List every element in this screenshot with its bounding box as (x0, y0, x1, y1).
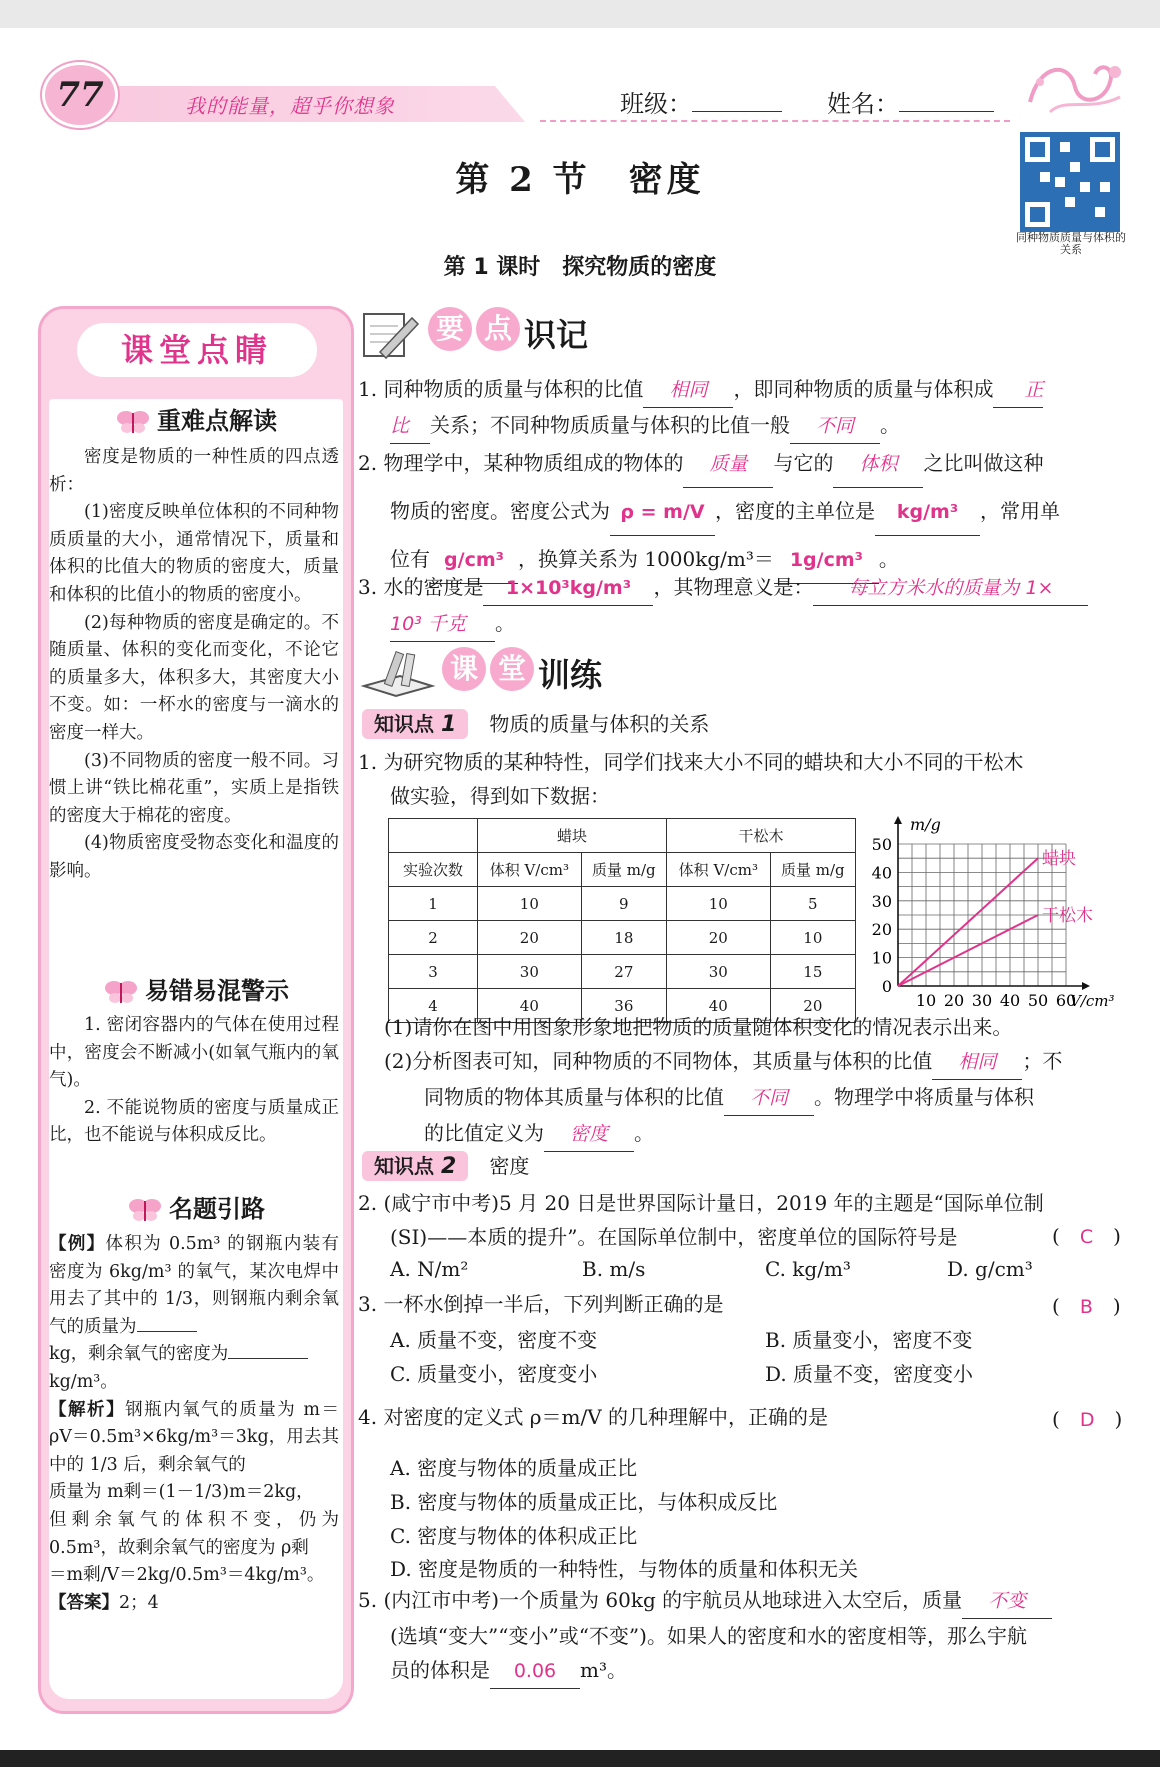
cell: 20 (770, 989, 855, 1023)
sidebar-sub-warning (41, 971, 351, 1006)
sidebar-text-block1 (49, 444, 339, 886)
sidebar-sub-example (41, 1189, 351, 1224)
q3-text-b: ，其物理意义是： (653, 575, 814, 599)
bottom-bar (0, 1750, 1160, 1767)
q1-answer-2a: 正 (1024, 379, 1044, 401)
t4-answer-bracket[interactable]: ( D ) (1052, 1407, 1123, 1431)
page-number: 77 (42, 62, 118, 128)
sidebar-sub3-label: 名题引路 (169, 1195, 265, 1223)
q2-text-d: 物质的密度。密度公式为 (390, 499, 610, 523)
th-wax-volume: 体积 V/cm³ (478, 853, 582, 887)
cell: 40 (666, 989, 770, 1023)
cell: 40 (478, 989, 582, 1023)
q2-text-e: ，密度的主单位是 (715, 499, 875, 523)
cell: 10 (770, 921, 855, 955)
x-tick-label: 50 (1027, 991, 1049, 1010)
t5-text-c: 员的体积是 (390, 1658, 490, 1682)
key-points-banner (360, 306, 588, 360)
t2-answer-bracket[interactable]: ( C ) (1052, 1224, 1121, 1248)
x-axis-label: V/cm³ (1070, 992, 1115, 1010)
cell: 30 (666, 955, 770, 989)
table-row (389, 887, 856, 921)
books-pencils-icon (360, 646, 436, 700)
q1-answer-3: 不同 (815, 415, 854, 437)
q3-text-a: 3. 水的密度是 (358, 575, 484, 599)
q2-blank-3[interactable] (875, 488, 980, 536)
q1-text-b: ，即同种物质的质量与体积成 (733, 377, 994, 401)
q3-answer-1: 1×10³kg/m³ (505, 577, 632, 599)
t1-blank-3[interactable] (544, 1116, 634, 1152)
y-tick-label: 30 (871, 891, 892, 911)
t1-text-b: 做实验，得到如下数据： (390, 784, 610, 808)
example-question (49, 1231, 339, 1341)
mass-volume-chart (862, 810, 1130, 1010)
y-axis-arrow-icon (894, 816, 902, 824)
class-blank[interactable] (692, 111, 782, 112)
point-4: (4)物质密度受物态变化和温度的影响。 (49, 833, 339, 881)
t1-sub2-f: 。 (634, 1121, 654, 1145)
kp1-badge (362, 709, 468, 739)
training-word: 训练 (538, 656, 603, 694)
analysis-text3: 但剩余氧气的体积不变，仍为 0.5m³，故剩余氧气的密度为 ρ剩 (49, 1509, 339, 1558)
banner-word: 识记 (524, 316, 589, 354)
banner-char-1: 要 (428, 307, 472, 351)
t3-option-b[interactable]: B. 质量变小，密度不变 (765, 1328, 973, 1352)
key-point-q3 (358, 570, 1128, 642)
analysis (49, 1397, 339, 1480)
q1-blank-3[interactable] (790, 408, 880, 444)
t5-text-a: 5. (内江市中考)一个质量为 60kg 的宇航员从地球进入太空后，质量 (358, 1588, 963, 1612)
q1-blank-2a[interactable] (993, 372, 1043, 408)
butterfly-icon (127, 1197, 163, 1223)
analysis-text4: ＝m剩/V＝2kg/0.5m³＝4kg/m³。 (49, 1565, 325, 1586)
answer-value: 2；4 (119, 1592, 159, 1613)
kp2-number: 2 (440, 1154, 457, 1179)
t5-blank-2[interactable] (490, 1653, 580, 1689)
slogan: 我的能量，超乎你想象 (185, 94, 395, 118)
example-unit1: kg，剩余氧气的密度为 (49, 1344, 229, 1365)
butterfly-icon (115, 409, 151, 435)
sidebar-sub1-label: 重难点解读 (157, 407, 277, 435)
training-q1 (358, 745, 1128, 813)
t1-sub2-b: ；不 (1022, 1049, 1063, 1073)
t3-option-a[interactable]: A. 质量不变，密度不变 (390, 1328, 598, 1352)
training-q2 (358, 1186, 1128, 1254)
cell: 10 (666, 887, 770, 921)
t3-option-d[interactable]: D. 质量不变，密度变小 (765, 1362, 974, 1386)
example-units (49, 1341, 339, 1369)
t2-text-b: (SI)——本质的提升”。在国际单位制中，密度单位的国际符号是 (390, 1225, 958, 1249)
q1-answer-2b: 比 (390, 415, 410, 437)
x-tick-label: 20 (943, 991, 965, 1010)
q2-text-a: 2. 物理学中，某种物质组成的物体的 (358, 451, 684, 475)
q1-blank-2b[interactable] (390, 408, 430, 444)
q3-answer-2b: 10³ 千克 (390, 613, 466, 635)
header-divider (540, 120, 1010, 122)
series-label-2: 干松木 (1042, 906, 1093, 926)
cell: 4 (389, 989, 478, 1023)
t1-sub2-a: (2)分析图表可知，同种物质的不同物体，其质量与体积的比值 (384, 1049, 933, 1073)
x-axis-arrow-icon (1082, 982, 1090, 990)
y-tick-label: 0 (881, 977, 892, 996)
q1-answer-1: 相同 (669, 379, 708, 401)
training-char-1: 课 (442, 647, 486, 691)
example-text: 体积为 0.5m³ 的钢瓶内装有密度为 6kg/m³ 的氧气，某次电焊中用去了其中的 1/3，则钢瓶内剩余氧气的质量为 (49, 1234, 339, 1337)
t4-option-d[interactable]: D. 密度是物质的一种特性，与物体的质量和体积无关 (390, 1557, 859, 1581)
x-tick-label: 30 (971, 991, 993, 1010)
cell: 18 (581, 921, 666, 955)
q2-text-i: 。 (878, 547, 899, 571)
q2-text-g: 位有 (390, 547, 430, 571)
t1-sub2-e: 的比值定义为 (424, 1121, 544, 1145)
x-tick-label: 40 (999, 991, 1021, 1010)
q2-answer-3: kg/m³ (896, 501, 959, 523)
t1-blank-1[interactable] (932, 1044, 1022, 1080)
point-1: (1)密度反映单位体积的不同种物质质量的大小，通常情况下，质量和体积的比值大的物质的密度大，质量和体积的比值小的物质的密度小。 (49, 502, 339, 605)
table-group-pine: 干松木 (666, 819, 855, 853)
training-banner (360, 646, 602, 700)
th-pine-volume: 体积 V/cm³ (666, 853, 770, 887)
cell: 30 (478, 955, 582, 989)
table-corner (389, 819, 478, 853)
name-blank[interactable] (899, 111, 994, 112)
q2-blank-2[interactable] (833, 440, 923, 488)
sidebar-text-block2 (49, 1012, 339, 1150)
t1-blank-2[interactable] (724, 1080, 814, 1116)
th-trial: 实验次数 (389, 853, 478, 887)
table-header-row (389, 853, 856, 887)
training-char-2: 堂 (490, 647, 534, 691)
q3-text-c: 。 (495, 611, 515, 635)
cell: 10 (478, 887, 582, 921)
t1-sub1: (1)请你在图中用图象形象地把物质的质量随体积变化的情况表示出来。 (384, 1015, 1013, 1039)
q2-formula-blank[interactable] (610, 488, 715, 536)
t2-option-d[interactable]: D. g/cm³ (947, 1257, 1033, 1281)
q3-answer-2a: 每立方米水的质量为 1× (848, 577, 1054, 599)
t1-sub2-c: 同物质的物体其质量与体积的比值 (424, 1085, 724, 1109)
t1-answer-2: 不同 (749, 1087, 788, 1109)
example-blank-2[interactable] (228, 1358, 308, 1359)
t5-text-d: m³。 (580, 1658, 627, 1682)
q1-text-d: 。 (880, 413, 900, 437)
training-q4: 4. 对密度的定义式 ρ＝m/V 的几种理解中，正确的是 (358, 1405, 829, 1429)
top-bar (0, 0, 1160, 28)
cell: 9 (581, 887, 666, 921)
warning-1: 1. 密闭容器内的气体在使用过程中，密度会不断减小(如氧气瓶内的氧气)。 (49, 1015, 339, 1091)
t4-option-c[interactable]: C. 密度与物体的体积成正比 (390, 1524, 638, 1548)
y-tick-label: 10 (871, 948, 892, 968)
y-tick-label: 40 (871, 863, 892, 883)
analysis-text2: 质量为 m剩＝(1－1/3)m＝2kg， (49, 1482, 314, 1503)
sidebar (38, 306, 354, 1714)
x-tick-label: 60 (1055, 991, 1077, 1010)
name-label: 姓名： (827, 90, 899, 118)
cell: 36 (581, 989, 666, 1023)
t2-answer: C (1079, 1226, 1094, 1248)
answer (49, 1590, 339, 1618)
lesson-title: 第 1 课时 探究物质的密度 (443, 255, 717, 280)
cell: 3 (389, 955, 478, 989)
training-q1-sub (384, 1010, 1128, 1152)
point-2: (2)每种物质的密度是确定的。不随质量、体积的变化而变化，不论它的质量多大，体积多大，其密度大小不变。如：一杯水的密度与一滴水的密度一样大。 (49, 612, 339, 743)
q2-answer-5: 1g/cm³ (789, 549, 863, 571)
t1-sub2-d: 。物理学中将质量与体积 (814, 1085, 1034, 1109)
t2-option-b[interactable]: B. m/s (582, 1257, 646, 1281)
table-row (389, 921, 856, 955)
t1-answer-1: 相同 (958, 1051, 997, 1073)
flourish-ornament-icon (1020, 52, 1130, 122)
t5-text-b: (选填“变大”“变小”或“不变”)。如果人的密度和水的密度相等，那么宇航 (390, 1624, 1027, 1648)
qr-caption: 同种物质质量与体积的关系 (1016, 231, 1126, 256)
kp2-label: 知识点 (374, 1154, 434, 1178)
analysis-tag: 【解析】 (49, 1399, 126, 1420)
cell: 27 (581, 955, 666, 989)
training-q5 (358, 1583, 1128, 1689)
q2-text-c: 之比叫做这种 (923, 451, 1044, 475)
kp1-label: 知识点 (374, 712, 434, 736)
q1-blank-1[interactable] (643, 372, 733, 408)
sidebar-sub-difficult (41, 401, 351, 436)
t2-option-a[interactable]: A. N/m² (390, 1257, 469, 1281)
kp1-title: 物质的质量与体积的关系 (489, 712, 710, 736)
sidebar-sub2-label: 易错易混警示 (145, 977, 289, 1005)
data-table (388, 818, 856, 1023)
q1-text-a: 1. 同种物质的质量与体积的比值 (358, 377, 644, 401)
cell: 20 (666, 921, 770, 955)
point-3: (3)不同物质的密度一般不同。习惯上讲“铁比棉花重”，实质上是指铁的密度大于棉花的密度。 (49, 750, 339, 826)
class-field (620, 84, 782, 119)
q2-answer-1: 质量 (709, 453, 748, 475)
kp2-badge (362, 1151, 468, 1181)
example-blank-1[interactable] (137, 1331, 197, 1332)
q2-text-h: ，换算关系为 1000kg/m³＝ (518, 547, 774, 571)
t3-option-c[interactable]: C. 质量变小，密度变小 (390, 1362, 598, 1386)
y-tick-label: 20 (871, 920, 892, 940)
q2-formula: ρ = m/V (620, 501, 705, 523)
key-point-q2 (358, 440, 1128, 584)
sidebar-heading: 课堂点睛 (77, 323, 317, 377)
name-field (827, 84, 994, 119)
notebook-pencil-icon (360, 306, 422, 360)
t3-answer-bracket[interactable]: ( B ) (1052, 1294, 1121, 1318)
t5-blank-1[interactable] (962, 1583, 1052, 1619)
qr-code-icon[interactable] (1020, 132, 1120, 232)
cell: 5 (770, 887, 855, 921)
t4-answer: D (1079, 1409, 1095, 1431)
intro-text: 密度是物质的一种性质的四点透析： (49, 447, 339, 495)
y-axis-label: m/g (910, 815, 941, 834)
example-tag: 【例】 (49, 1234, 106, 1254)
q1-text-c: 关系；不同种物质质量与体积的比值一般 (430, 413, 790, 437)
q2-answer-4: g/cm³ (444, 549, 504, 571)
banner-char-2: 点 (476, 307, 520, 351)
example-unit2: kg/m³。 (49, 1371, 118, 1392)
answer-tag: 【答案】 (49, 1592, 119, 1613)
t1-text-a: 1. 为研究物质的某种特性，同学们找来大小不同的蜡块和大小不同的干松木 (358, 750, 1024, 774)
table-row (389, 955, 856, 989)
q2-blank-1[interactable] (683, 440, 773, 488)
q2-answer-2: 体积 (859, 453, 898, 475)
knowledge-point-1 (362, 708, 709, 739)
series-label-1: 蜡块 (1042, 849, 1076, 870)
kp2-title: 密度 (489, 1154, 530, 1178)
section-title: 第 2 节 密度 (455, 160, 705, 200)
t3-answer: B (1079, 1296, 1093, 1318)
q3-blank-2b[interactable] (390, 606, 495, 642)
t2-option-c[interactable]: C. kg/m³ (765, 1257, 851, 1281)
training-q3: 3. 一杯水倒掉一半后，下列判断正确的是 (358, 1292, 724, 1316)
t5-answer-1: 不变 (988, 1590, 1027, 1612)
table-group-wax: 蜡块 (478, 819, 667, 853)
kp1-number: 1 (440, 712, 457, 737)
y-tick-label: 50 (871, 835, 892, 854)
cell: 15 (770, 955, 855, 989)
cell: 1 (389, 887, 478, 921)
t1-answer-3: 密度 (569, 1123, 608, 1145)
knowledge-point-2 (362, 1150, 529, 1181)
analysis-text1: 钢瓶内氧气的质量为 m＝ρV＝0.5m³×6kg/m³＝3kg，用去其中的 1/3 后，剩余氧气的 (49, 1399, 340, 1475)
q3-blank-1[interactable] (483, 570, 653, 606)
key-point-q1 (358, 372, 1128, 444)
q2-text-b: 与它的 (773, 451, 834, 475)
sidebar-example (49, 1231, 339, 1617)
th-pine-mass: 质量 m/g (770, 853, 855, 887)
t4-option-b[interactable]: B. 密度与物体的质量成正比，与体积成反比 (390, 1490, 778, 1514)
t2-text-a: 2. (咸宁市中考)5 月 20 日是世界国际计量日，2019 年的主题是“国际单位制 (358, 1191, 1044, 1215)
th-wax-mass: 质量 m/g (581, 853, 666, 887)
x-tick-label: 10 (915, 991, 937, 1010)
class-label: 班级： (620, 90, 692, 118)
q3-blank-2a[interactable] (813, 570, 1088, 606)
cell: 20 (478, 921, 582, 955)
q2-text-f: ，常用单 (980, 499, 1060, 523)
warning-2: 2. 不能说物质的密度与质量成正比，也不能说与体积成反比。 (49, 1097, 339, 1146)
butterfly-icon (103, 979, 139, 1005)
cell: 2 (389, 921, 478, 955)
t5-answer-2: 0.06 (513, 1660, 557, 1682)
t4-option-a[interactable]: A. 密度与物体的质量成正比 (390, 1456, 638, 1480)
